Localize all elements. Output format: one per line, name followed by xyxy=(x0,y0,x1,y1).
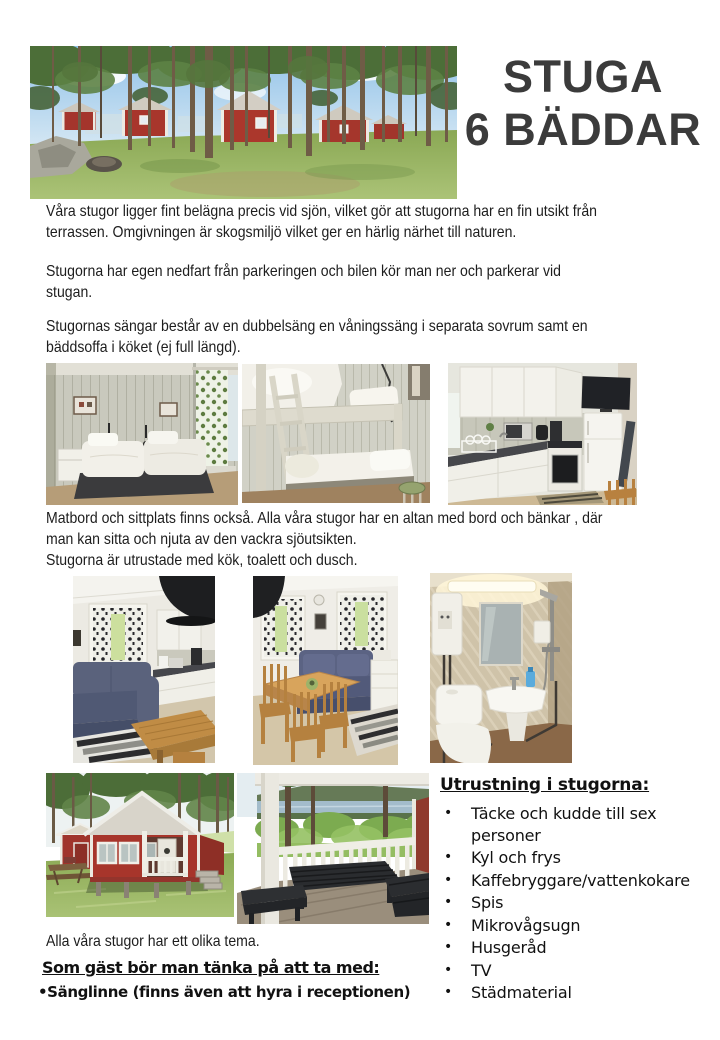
photo-cottages-panorama xyxy=(30,46,457,199)
photo-living-room-sofa xyxy=(73,576,215,763)
bring-with-item: •Sänglinne (finns även att hyra i receptionen) xyxy=(38,983,411,1001)
intro-paragraph-beds: Stugornas sängar består av en dubbelsäng en våningssäng i separata sovrum samt en bäddsoffa i köket (ej full längd). xyxy=(46,318,588,356)
photo-kitchen xyxy=(448,363,637,505)
intro-paragraph-location: Våra stugor ligger fint belägna precis vid sjön, vilket gör att stugorna har en fin utsikt från terrassen. Omgivningen är skogsmiljö vilket ger en härlig närhet till naturen. xyxy=(46,203,597,241)
photo-terrace-lake-view xyxy=(237,773,429,924)
photo-cottage-exterior xyxy=(46,773,234,917)
equipment-section xyxy=(440,775,718,1005)
list-item: • Kaffebryggare/vattenkokare xyxy=(440,870,718,892)
photo-dining-area xyxy=(253,576,398,765)
list-item: • Husgeråd xyxy=(440,937,718,959)
photo-bedroom-double-bed xyxy=(46,363,238,505)
page-title-line1: STUGA xyxy=(503,51,663,102)
page-title-line2: 6 BÄDDAR xyxy=(464,104,702,155)
list-item: • Kyl och frys xyxy=(440,847,718,869)
list-item: • Täcke och kudde till sex personer xyxy=(440,803,718,846)
list-item: • Mikrovågsugn xyxy=(440,915,718,937)
equipment-list xyxy=(440,803,718,1004)
list-item: • Spis xyxy=(440,892,718,914)
bring-with-heading: Som gäst bör man tänka på att ta med: xyxy=(42,958,380,977)
intro-paragraph-parking: Stugorna har egen nedfart från parkeringen och bilen kör man ner och parkerar vid stugan. xyxy=(46,263,562,301)
photo-bathroom xyxy=(430,573,572,763)
theme-note: Alla våra stugor har ett olika tema. xyxy=(46,933,260,950)
photo-bunk-beds xyxy=(242,364,430,503)
equipment-heading: Utrustning i stugorna: xyxy=(440,775,650,795)
page-title xyxy=(450,50,716,156)
list-item: • TV xyxy=(440,960,718,982)
paragraph-dining-facilities: Matbord och sittplats finns också. Alla våra stugor har en altan med bord och bänkar , där man kan sitta och njuta av den vackra sjöutsikten. Stugorna är utrustade med kök, toalett och dusch. xyxy=(46,510,603,569)
list-item: • Städmaterial xyxy=(440,982,718,1004)
